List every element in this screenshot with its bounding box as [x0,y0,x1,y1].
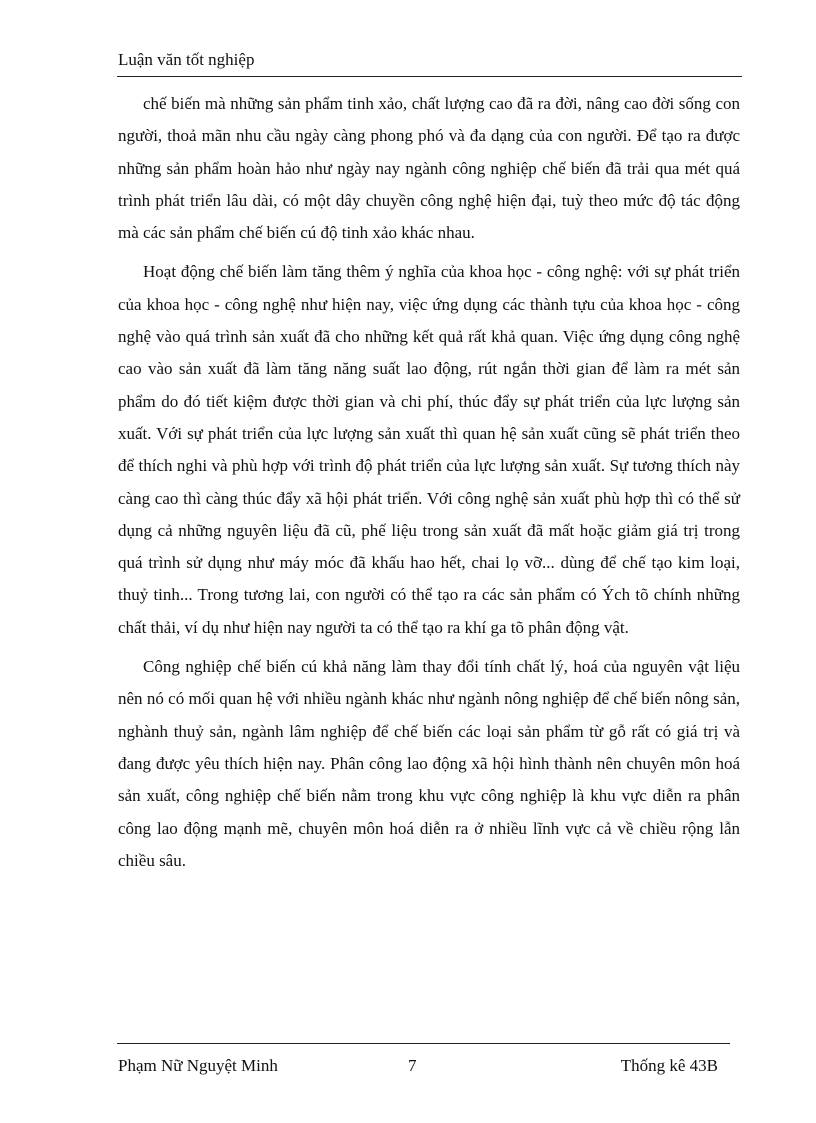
document-body [118,88,740,884]
footer-page-number: 7 [408,1056,417,1075]
body-paragraph-2: Hoạt động chế biến làm tăng thêm ý nghĩa của khoa học - công nghệ: với sự phát triển của khoa học - công nghệ như hiện nay, việc ứng dụng các thành tựu của khoa học - công nghệ vào quá trình sản xuất đã cho những kết quả rất khả quan. Việc ứng dụng công nghệ cao vào sản xuất đã làm tăng năng suất lao động, rút ngắn thời gian để làm ra mét sản phẩm do đó tiết kiệm được thời gian và chi phí, thúc đẩy sự phát triển của lực lượng sản xuất. Với sự phát triển của lực lượng sản xuất thì quan hệ sản xuất cũng sẽ phát triển theo để thích nghi và phù hợp với trình độ phát triển của lực lượng sản xuất. Sự tương thích này càng cao thì càng thúc đẩy xã hội phát triển. Với công nghệ sản xuất phù hợp thì có thể sử dụng cả những nguyên liệu đã cũ, phế liệu trong sản xuất đã mất hoặc giảm giá trị trong quá trình sử dụng như máy móc đã khấu hao hết, chai lọ vỡ... dùng để chế tạo kim loại, thuỷ tinh... Trong tương lai, con người có thể tạo ra các sản phẩm có Ých tõ chính những chất thải, ví dụ như hiện nay người ta có thể tạo ra khí ga tõ phân động vật. [118,262,740,637]
running-header-title: Luận văn tốt nghiệp [118,50,255,69]
footer-class-name: Thống kê 43B [620,1056,718,1075]
body-paragraph-1: chế biến mà những sản phẩm tinh xảo, chất lượng cao đã ra đời, nâng cao đời sống con người, thoả mãn nhu cầu ngày càng phong phó và đa dạng của con người. Để tạo ra được những sản phẩm hoàn hảo như ngày nay ngành công nghiệp chế biến đã trải qua mét quá trình phát triển lâu dài, có một dây chuyền công nghệ hiện đại, tuỳ theo mức độ tác động mà các sản phẩm chế biến cú độ tinh xảo khác nhau. [118,94,740,243]
body-paragraph-3: Công nghiệp chế biến cú khả năng làm thay đổi tính chất lý, hoá của nguyên vật liệu nên nó có mối quan hệ với nhiều ngành khác như ngành nông nghiệp để chế biến nông sản, nghành thuỷ sản, ngành lâm nghiệp để chế biến các loại sản phẩm từ gỗ rất có giá trị và đang được yêu thích hiện nay. Phân công lao động xã hội hình thành nên chuyên môn hoá sản xuất, công nghiệp chế biến nằm trong khu vực công nghiệp là khu vực diễn ra phân công lao động mạnh mẽ, chuyên môn hoá diễn ra ở nhiều lĩnh vực cả về chiều rộng lẫn chiều sâu. [118,657,740,870]
header-divider [117,76,742,77]
footer-divider [117,1043,730,1044]
footer-author: Phạm Nữ Nguyệt Minh [118,1056,278,1075]
